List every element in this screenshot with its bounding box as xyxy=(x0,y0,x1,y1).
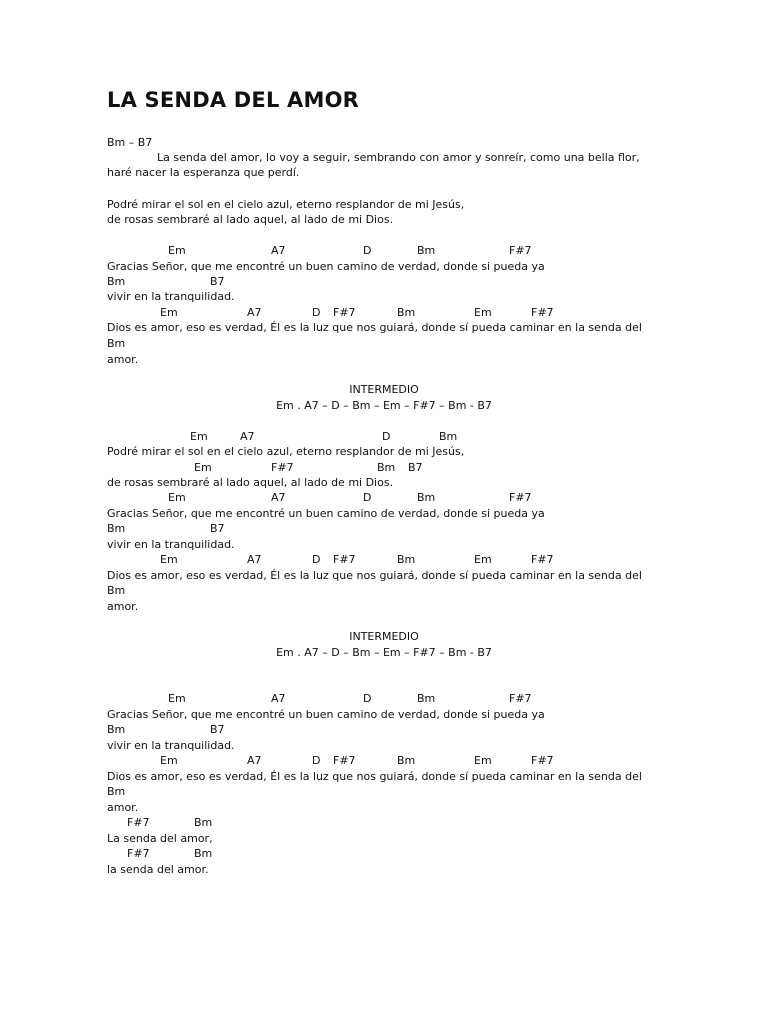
chord: B7 xyxy=(210,275,225,288)
chord: A7 xyxy=(247,306,262,319)
lyric-line: Gracias Señor, que me encontré un buen camino de verdad, donde si pueda ya xyxy=(107,507,545,520)
lyric-line: vivir en la tranquilidad. xyxy=(107,538,235,551)
chord: D xyxy=(312,306,321,319)
chord: Bm xyxy=(194,847,213,860)
chord: F#7 xyxy=(531,553,554,566)
chord: B7 xyxy=(210,522,225,535)
chord: Em xyxy=(168,244,186,257)
chord: D xyxy=(363,491,372,504)
chord: A7 xyxy=(240,430,255,443)
chord: Em xyxy=(474,553,492,566)
chord: A7 xyxy=(271,244,286,257)
chord: Bm xyxy=(377,461,396,474)
lyric-line: La senda del amor, xyxy=(107,832,213,845)
intermedio-label: INTERMEDIO xyxy=(349,383,419,396)
chord: B7 xyxy=(408,461,423,474)
chord: Em xyxy=(168,692,186,705)
chord: Em xyxy=(474,306,492,319)
lyric-line: Gracias Señor, que me encontré un buen camino de verdad, donde si pueda ya xyxy=(107,260,545,273)
chord: Bm xyxy=(397,553,416,566)
chord: Bm xyxy=(417,244,436,257)
chord: D xyxy=(363,692,372,705)
chord: Bm xyxy=(439,430,458,443)
lyric-line: Dios es amor, eso es verdad, Él es la luz que nos guiará, donde sí pueda caminar en la senda del xyxy=(107,770,642,783)
chord: Em xyxy=(160,553,178,566)
chord: F#7 xyxy=(509,491,532,504)
chord: D xyxy=(312,553,321,566)
verse1-line2: haré nacer la esperanza que perdí. xyxy=(107,166,300,179)
lyric-line: vivir en la tranquilidad. xyxy=(107,290,235,303)
chord: Bm xyxy=(107,723,126,736)
lyric-line: amor. xyxy=(107,600,139,613)
chord: Bm xyxy=(397,306,416,319)
chord: D xyxy=(382,430,391,443)
lyric-line: vivir en la tranquilidad. xyxy=(107,739,235,752)
chord: Bm xyxy=(417,491,436,504)
chord: D xyxy=(363,244,372,257)
lyric-line: Dios es amor, eso es verdad, Él es la luz que nos guiará, donde sí pueda caminar en la senda del xyxy=(107,321,642,334)
chord: Em xyxy=(160,754,178,767)
chord: A7 xyxy=(271,491,286,504)
chord: F#7 xyxy=(127,847,150,860)
lyric-line: de rosas sembraré al lado aquel, al lado de mi Dios. xyxy=(107,476,394,489)
chord: Bm xyxy=(107,785,126,798)
chord: F#7 xyxy=(531,306,554,319)
chord: F#7 xyxy=(271,461,294,474)
chord: Em xyxy=(168,491,186,504)
chord: Bm xyxy=(107,337,126,350)
chord: D xyxy=(312,754,321,767)
verse1-line4: de rosas sembraré al lado aquel, al lado de mi Dios. xyxy=(107,213,394,226)
chord: B7 xyxy=(210,723,225,736)
lyric-line: Podré mirar el sol en el cielo azul, eterno resplandor de mi Jesús, xyxy=(107,445,465,458)
chord: F#7 xyxy=(333,306,356,319)
verse1-line3: Podré mirar el sol en el cielo azul, eterno resplandor de mi Jesús, xyxy=(107,198,465,211)
lyric-line: la senda del amor. xyxy=(107,863,209,876)
chord: Bm xyxy=(107,275,126,288)
intermedio-label: INTERMEDIO xyxy=(349,630,419,643)
song-title: LA SENDA DEL AMOR xyxy=(107,88,360,112)
chord: F#7 xyxy=(509,244,532,257)
chord: Em xyxy=(474,754,492,767)
chord: Em xyxy=(194,461,212,474)
chord: F#7 xyxy=(509,692,532,705)
chord: Bm xyxy=(417,692,436,705)
chord: Em xyxy=(190,430,208,443)
chord: A7 xyxy=(247,553,262,566)
chord: Bm xyxy=(107,522,126,535)
lyric-line: Dios es amor, eso es verdad, Él es la luz que nos guiará, donde sí pueda caminar en la senda del xyxy=(107,569,642,582)
intermedio-chords: Em . A7 – D – Bm – Em – F#7 – Bm - B7 xyxy=(276,646,492,659)
chord: Em xyxy=(160,306,178,319)
chord: F#7 xyxy=(333,754,356,767)
chord: A7 xyxy=(247,754,262,767)
chord: F#7 xyxy=(127,816,150,829)
intro-chords: Bm – B7 xyxy=(107,136,153,149)
lyric-line: amor. xyxy=(107,801,139,814)
chord: F#7 xyxy=(531,754,554,767)
chord: Bm xyxy=(107,584,126,597)
verse1-line1: La senda del amor, lo voy a seguir, sembrando con amor y sonreír, como una bella flor, xyxy=(157,151,640,164)
lyric-line: Gracias Señor, que me encontré un buen camino de verdad, donde si pueda ya xyxy=(107,708,545,721)
intermedio-chords: Em . A7 – D – Bm – Em – F#7 – Bm - B7 xyxy=(276,399,492,412)
chord: A7 xyxy=(271,692,286,705)
chord: F#7 xyxy=(333,553,356,566)
chord: Bm xyxy=(194,816,213,829)
chord: Bm xyxy=(397,754,416,767)
lyric-line: amor. xyxy=(107,353,139,366)
